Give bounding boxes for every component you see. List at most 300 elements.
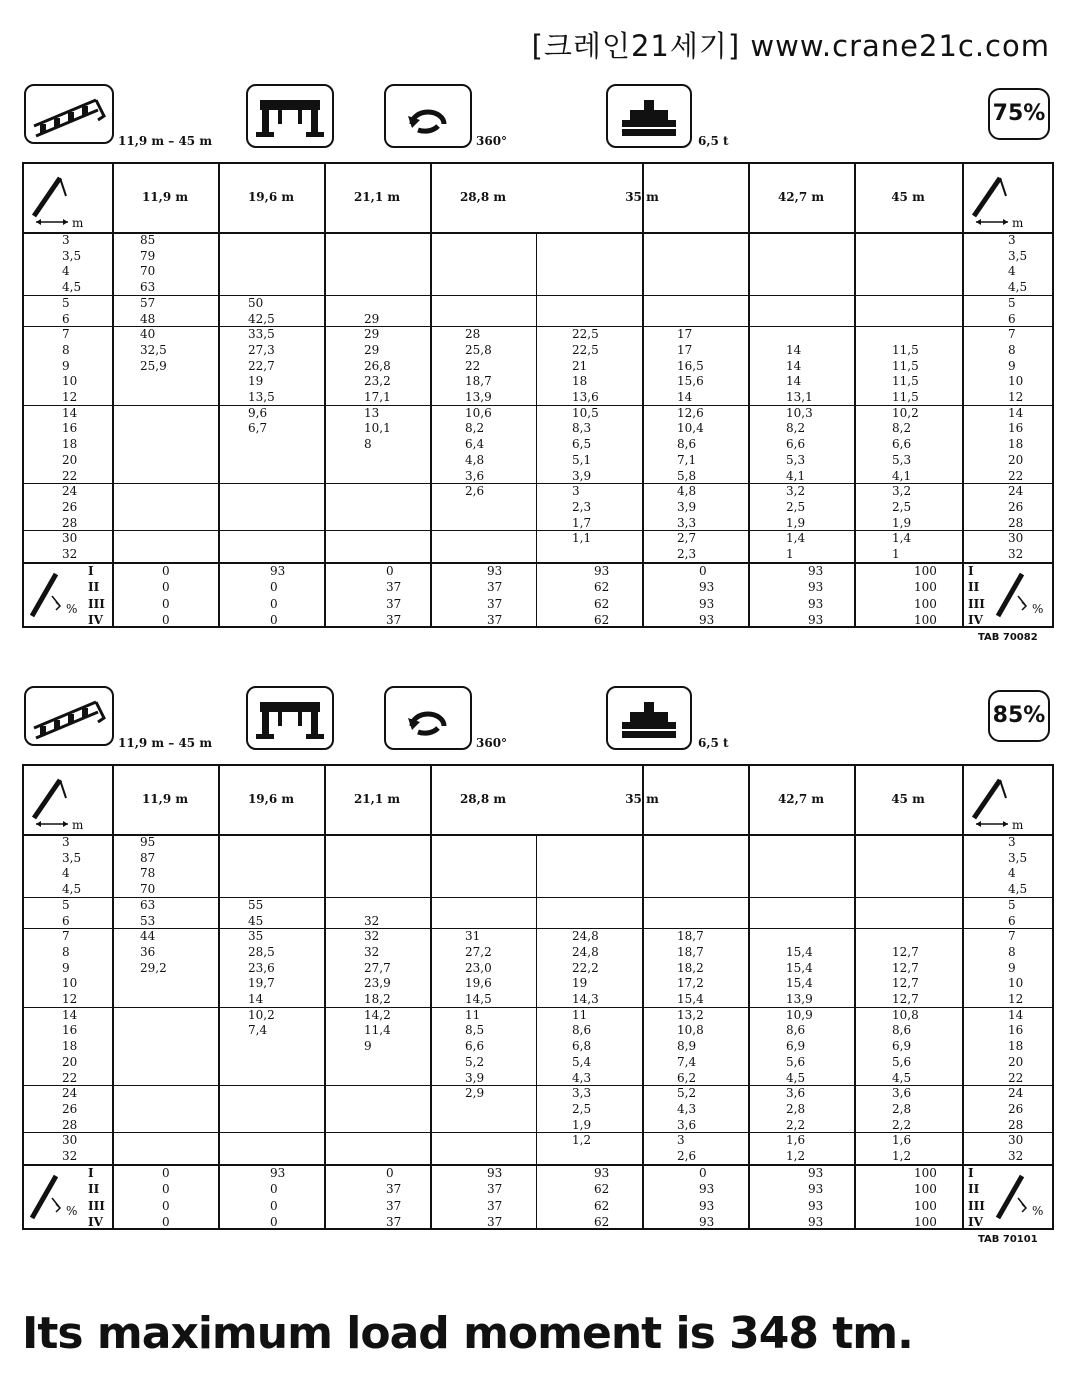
load-value: 1,2 (572, 1133, 592, 1148)
load-value: 9,6 (248, 405, 268, 420)
load-value: 28 (465, 327, 481, 342)
boom-length-header: 21,1 m (353, 792, 401, 806)
load-value: 13,5 (248, 390, 275, 404)
load-value: 32,5 (140, 342, 167, 357)
load-value: 11,4 (364, 1023, 391, 1038)
radius-label: 14 (62, 405, 78, 420)
radius-label-right: 4,5 (1008, 882, 1028, 897)
boom-length-header: 42,7 m (777, 792, 825, 806)
outrigger-icon (246, 84, 334, 148)
load-value: 6,6 (786, 437, 806, 452)
telescope-percent-value: 37 (487, 596, 503, 611)
load-value: 1,7 (572, 515, 592, 530)
load-value: 1 (786, 547, 794, 561)
radius-label-right: 22 (1008, 468, 1024, 483)
telescope-section-label-right: IV (968, 613, 983, 628)
load-value: 1,9 (572, 1117, 592, 1132)
radius-label-right: 18 (1008, 437, 1024, 452)
telescope-percent-value: 93 (808, 580, 824, 595)
radius-label: 4 (62, 264, 70, 279)
telescope-section-label: IV (88, 1215, 103, 1230)
radius-label: 20 (62, 1054, 78, 1069)
load-value: 9 (364, 1039, 372, 1054)
radius-label: 30 (62, 531, 78, 546)
load-value: 15,6 (677, 374, 704, 389)
tab-code: TAB 70101 (978, 1233, 1038, 1245)
tab-code: TAB 70082 (978, 631, 1038, 643)
load-value: 1,2 (892, 1149, 912, 1163)
radius-label: 30 (62, 1133, 78, 1148)
radius-label: 26 (62, 1101, 78, 1116)
radius-label-right: 3,5 (1008, 248, 1028, 263)
radius-label: 9 (62, 358, 70, 373)
telescope-section-label-right: III (968, 1198, 985, 1213)
load-value: 8,2 (786, 421, 806, 436)
load-value: 45 (248, 913, 264, 928)
telescope-percent-value: 93 (699, 1182, 715, 1197)
load-value: 4,5 (786, 1070, 806, 1085)
load-value: 11,5 (892, 390, 919, 404)
load-value: 5,6 (892, 1054, 912, 1069)
telescope-percent-value: 0 (162, 580, 170, 595)
radius-label-right: 20 (1008, 452, 1024, 467)
radius-label: 28 (62, 515, 78, 530)
telescope-percent-value: 37 (386, 613, 402, 628)
telescope-percent-value: 0 (270, 596, 278, 611)
load-value: 1,1 (572, 531, 592, 546)
load-value: 70 (140, 264, 156, 279)
telescope-unit-label: % (1032, 1203, 1044, 1218)
radius-icon-left (26, 170, 96, 232)
load-value: 10,1 (364, 421, 391, 436)
slew-360-icon (384, 686, 472, 750)
load-value: 27,3 (248, 342, 275, 357)
load-value: 19 (248, 374, 264, 389)
load-value: 13,9 (465, 390, 492, 404)
radius-label: 12 (62, 992, 78, 1006)
boom-length-header: 35 m (625, 792, 659, 806)
load-value: 7,4 (248, 1023, 268, 1038)
radius-label-right: 9 (1008, 960, 1016, 975)
radius-label-right: 30 (1008, 531, 1024, 546)
load-value: 12,6 (677, 405, 704, 420)
load-value: 27,7 (364, 960, 391, 975)
telescope-percent-value: 93 (808, 1165, 824, 1180)
radius-label-right: 3 (1008, 233, 1016, 247)
load-value: 25,8 (465, 342, 492, 357)
load-value: 2,5 (892, 499, 912, 514)
telescope-percent-value: 0 (162, 1215, 170, 1230)
load-value: 11,5 (892, 374, 919, 389)
load-value: 19 (572, 976, 588, 991)
telescope-percent-value: 62 (594, 1215, 610, 1230)
load-value: 87 (140, 850, 156, 865)
telescope-percent-value: 37 (386, 1215, 402, 1230)
load-value: 10,6 (465, 405, 492, 420)
load-value: 53 (140, 913, 156, 928)
telescope-percent-value: 0 (270, 1198, 278, 1213)
load-value: 4,8 (465, 452, 485, 467)
load-value: 14 (786, 342, 802, 357)
radius-label-right: 7 (1008, 929, 1016, 944)
radius-label-right: 26 (1008, 1101, 1024, 1116)
load-value: 5,6 (786, 1054, 806, 1069)
radius-label-right: 4 (1008, 866, 1016, 881)
radius-label: 5 (62, 897, 70, 912)
load-value: 50 (248, 295, 264, 310)
radius-label: 4,5 (62, 280, 82, 295)
load-value: 3,9 (572, 468, 592, 483)
telescope-percent-value: 93 (270, 563, 286, 578)
load-value: 10,4 (677, 421, 704, 436)
load-value: 40 (140, 327, 156, 342)
radius-label-right: 24 (1008, 484, 1024, 499)
telescope-percent-value: 0 (162, 1165, 170, 1180)
radius-label: 26 (62, 499, 78, 514)
telescope-percent-value: 0 (162, 1182, 170, 1197)
telescope-percent-value: 93 (487, 563, 503, 578)
telescope-percent-value: 0 (162, 563, 170, 578)
site-header: [크레인21세기] www.crane21c.com (531, 29, 1050, 63)
telescope-percent-value: 93 (808, 1182, 824, 1197)
load-value: 44 (140, 929, 156, 944)
telescope-percent-value: 93 (487, 1165, 503, 1180)
telescope-percent-value: 0 (699, 1165, 707, 1180)
load-value: 29 (364, 342, 380, 357)
telescope-icon-left (26, 1168, 78, 1230)
telescope-percent-value: 93 (270, 1165, 286, 1180)
load-value: 3,3 (572, 1086, 592, 1101)
radius-icon-right (966, 772, 1036, 834)
load-value: 24,8 (572, 929, 599, 944)
load-value: 3 (677, 1133, 685, 1148)
radius-label-right: 28 (1008, 515, 1024, 530)
load-value: 6,8 (572, 1039, 592, 1054)
load-value: 12,7 (892, 976, 919, 991)
telescope-percent-value: 100 (914, 596, 937, 611)
telescope-percent-value: 37 (487, 580, 503, 595)
boom-length-header: 45 m (891, 792, 925, 806)
load-value: 5,2 (677, 1086, 697, 1101)
load-value: 23,0 (465, 960, 492, 975)
load-value: 2,6 (677, 1149, 697, 1163)
column-divider (536, 834, 537, 1230)
radius-unit-label: m (72, 818, 84, 832)
load-chart-75 (22, 84, 1054, 654)
load-value: 6,9 (786, 1039, 806, 1054)
boom-lattice-icon (24, 686, 114, 746)
telescope-divider (22, 1164, 1054, 1166)
telescope-section-label-right: II (968, 1182, 980, 1197)
radius-label-right: 26 (1008, 499, 1024, 514)
telescope-percent-value: 0 (162, 596, 170, 611)
telescope-percent-value: 0 (270, 1215, 278, 1230)
load-value: 8,3 (572, 421, 592, 436)
radius-label: 24 (62, 484, 78, 499)
load-value: 22,2 (572, 960, 599, 975)
load-value: 3,2 (892, 484, 912, 499)
load-value: 6,7 (248, 421, 268, 436)
load-value: 10,2 (248, 1007, 275, 1022)
load-value: 23,2 (364, 374, 391, 389)
load-value: 8,6 (677, 437, 697, 452)
radius-label: 3 (62, 233, 70, 247)
radius-label: 18 (62, 1039, 78, 1054)
load-value: 55 (248, 897, 264, 912)
telescope-section-label-right: III (968, 596, 985, 611)
boom-length-header: 21,1 m (353, 190, 401, 204)
radius-label-right: 16 (1008, 1023, 1024, 1038)
radius-label-right: 22 (1008, 1070, 1024, 1085)
load-value: 3,3 (677, 515, 697, 530)
load-value: 17,2 (677, 976, 704, 991)
telescope-icon-right (992, 1168, 1044, 1230)
load-value: 13,1 (786, 390, 813, 404)
telescope-percent-value: 93 (699, 1215, 715, 1230)
telescope-section-label: I (88, 1165, 94, 1180)
load-value: 10,8 (677, 1023, 704, 1038)
load-value: 85 (140, 233, 156, 247)
radius-label: 6 (62, 913, 70, 928)
telescope-percent-value: 93 (808, 1215, 824, 1230)
load-value: 4,5 (892, 1070, 912, 1085)
counterweight-icon (606, 84, 692, 148)
load-value: 18,7 (677, 929, 704, 944)
load-value: 14 (786, 374, 802, 389)
telescope-percent-value: 100 (914, 1198, 937, 1213)
load-value: 8 (364, 437, 372, 452)
radius-label: 22 (62, 1070, 78, 1085)
radius-label-right: 6 (1008, 311, 1016, 326)
load-value: 4,3 (677, 1101, 697, 1116)
telescope-percent-value: 93 (594, 563, 610, 578)
row-group-divider (22, 326, 1054, 327)
load-value: 22,5 (572, 342, 599, 357)
load-value: 13,2 (677, 1007, 704, 1022)
load-value: 3,9 (465, 1070, 485, 1085)
telescope-percent-value: 93 (594, 1165, 610, 1180)
telescope-percent-value: 100 (914, 613, 937, 628)
load-value: 23,9 (364, 976, 391, 991)
load-value: 8,6 (572, 1023, 592, 1038)
telescope-percent-value: 0 (699, 563, 707, 578)
radius-label: 8 (62, 944, 70, 959)
load-value: 32 (364, 944, 380, 959)
load-value: 3,6 (892, 1086, 912, 1101)
radius-label-right: 10 (1008, 976, 1024, 991)
radius-label: 6 (62, 311, 70, 326)
load-value: 35 (248, 929, 264, 944)
load-value: 3,2 (786, 484, 806, 499)
load-value: 2,2 (786, 1117, 806, 1132)
load-value: 6,6 (892, 437, 912, 452)
load-value: 8,2 (892, 421, 912, 436)
load-value: 6,2 (677, 1070, 697, 1085)
radius-label-right: 7 (1008, 327, 1016, 342)
load-value: 5,8 (677, 468, 697, 483)
telescope-percent-value: 93 (699, 1198, 715, 1213)
telescope-percent-value: 37 (386, 580, 402, 595)
boom-range-label: 11,9 m – 45 m (118, 736, 213, 750)
stability-percent-badge: 75% (988, 88, 1050, 140)
load-value: 1,4 (892, 531, 912, 546)
load-value: 13 (364, 405, 380, 420)
radius-label: 10 (62, 976, 78, 991)
telescope-percent-value: 62 (594, 580, 610, 595)
load-value: 11 (465, 1007, 481, 1022)
boom-length-header: 19,6 m (247, 792, 295, 806)
radius-label: 5 (62, 295, 70, 310)
load-value: 10,3 (786, 405, 813, 420)
load-value: 14,2 (364, 1007, 391, 1022)
telescope-percent-value: 37 (386, 596, 402, 611)
load-value: 79 (140, 248, 156, 263)
load-value: 14 (677, 390, 693, 404)
telescope-percent-value: 0 (162, 1198, 170, 1213)
telescope-percent-value: 93 (808, 596, 824, 611)
load-value: 12,7 (892, 944, 919, 959)
telescope-section-label-right: II (968, 580, 980, 595)
radius-label-right: 5 (1008, 295, 1016, 310)
load-value: 48 (140, 311, 156, 326)
telescope-section-label-right: I (968, 1165, 974, 1180)
header-divider (22, 834, 1054, 836)
slew-label: 360° (476, 736, 508, 750)
load-value: 3,9 (677, 499, 697, 514)
radius-label: 16 (62, 1023, 78, 1038)
telescope-percent-value: 0 (270, 613, 278, 628)
radius-label-right: 5 (1008, 897, 1016, 912)
load-value: 29 (364, 311, 380, 326)
row-group-divider (22, 928, 1054, 929)
load-value: 28,5 (248, 944, 275, 959)
radius-label: 16 (62, 421, 78, 436)
load-value: 18,2 (364, 992, 391, 1006)
load-value: 29,2 (140, 960, 167, 975)
radius-icon-right (966, 170, 1036, 232)
load-value: 4,3 (572, 1070, 592, 1085)
load-value: 17,1 (364, 390, 391, 404)
radius-label: 7 (62, 929, 70, 944)
counterweight-icon (606, 686, 692, 750)
telescope-section-label-right: IV (968, 1215, 983, 1230)
radius-label: 3,5 (62, 248, 82, 263)
radius-label: 12 (62, 390, 78, 404)
load-value: 16,5 (677, 358, 704, 373)
radius-label: 4 (62, 866, 70, 881)
header-divider (22, 232, 1054, 234)
radius-label-right: 10 (1008, 374, 1024, 389)
load-value: 2,3 (572, 499, 592, 514)
telescope-percent-value: 93 (808, 613, 824, 628)
load-value: 2,8 (786, 1101, 806, 1116)
load-value: 24,8 (572, 944, 599, 959)
telescope-percent-value: 100 (914, 1182, 937, 1197)
telescope-percent-value: 100 (914, 563, 937, 578)
load-value: 14,3 (572, 992, 599, 1006)
telescope-unit-label: % (66, 601, 78, 616)
load-value: 15,4 (786, 976, 813, 991)
load-value: 5,4 (572, 1054, 592, 1069)
load-value: 2,7 (677, 531, 697, 546)
radius-label: 4,5 (62, 882, 82, 897)
load-value: 14,5 (465, 992, 492, 1006)
radius-label-right: 9 (1008, 358, 1016, 373)
load-chart-85 (22, 686, 1054, 1246)
row-group-divider (22, 897, 1054, 898)
load-value: 12,7 (892, 960, 919, 975)
load-value: 15,4 (677, 992, 704, 1006)
load-value: 17 (677, 327, 693, 342)
load-value: 10,8 (892, 1007, 919, 1022)
load-value: 14 (786, 358, 802, 373)
load-value: 1,9 (786, 515, 806, 530)
load-value: 4,1 (786, 468, 806, 483)
load-value: 15,4 (786, 944, 813, 959)
load-value: 10,5 (572, 405, 599, 420)
telescope-icon-left (26, 566, 78, 628)
load-value: 78 (140, 866, 156, 881)
load-value: 22 (465, 358, 481, 373)
radius-unit-label: m (1012, 818, 1024, 832)
telescope-percent-value: 100 (914, 1215, 937, 1230)
radius-label: 20 (62, 452, 78, 467)
telescope-percent-value: 100 (914, 580, 937, 595)
radius-label: 24 (62, 1086, 78, 1101)
load-value: 18 (572, 374, 588, 389)
radius-label-right: 30 (1008, 1133, 1024, 1148)
load-value: 4,1 (892, 468, 912, 483)
load-value: 23,6 (248, 960, 275, 975)
load-value: 18,7 (465, 374, 492, 389)
boom-length-header: 19,6 m (247, 190, 295, 204)
boom-length-header: 11,9 m (141, 190, 189, 204)
telescope-unit-label: % (66, 1203, 78, 1218)
load-value: 13,6 (572, 390, 599, 404)
telescope-percent-value: 93 (699, 596, 715, 611)
radius-label-right: 3 (1008, 835, 1016, 849)
radius-label-right: 12 (1008, 390, 1024, 404)
radius-label-right: 16 (1008, 421, 1024, 436)
load-value: 18,7 (677, 944, 704, 959)
telescope-percent-value: 0 (386, 1165, 394, 1180)
load-value: 2,5 (786, 499, 806, 514)
load-value: 5,2 (465, 1054, 485, 1069)
column-divider (536, 232, 537, 628)
load-value: 3 (572, 484, 580, 499)
load-value: 63 (140, 280, 156, 295)
radius-label: 32 (62, 547, 78, 561)
load-value: 36 (140, 944, 156, 959)
load-value: 1 (892, 547, 900, 561)
telescope-percent-value: 93 (808, 1198, 824, 1213)
radius-label-right: 18 (1008, 1039, 1024, 1054)
telescope-icon-right (992, 566, 1044, 628)
telescope-percent-value: 93 (808, 563, 824, 578)
radius-label: 18 (62, 437, 78, 452)
load-value: 4,8 (677, 484, 697, 499)
load-value: 2,3 (677, 547, 697, 561)
telescope-section-label-right: I (968, 563, 974, 578)
load-value: 6,4 (465, 437, 485, 452)
load-value: 1,4 (786, 531, 806, 546)
load-value: 6,9 (892, 1039, 912, 1054)
slew-360-icon (384, 84, 472, 148)
load-value: 3,6 (786, 1086, 806, 1101)
telescope-unit-label: % (1032, 601, 1044, 616)
load-value: 10,2 (892, 405, 919, 420)
load-value: 6,6 (465, 1039, 485, 1054)
